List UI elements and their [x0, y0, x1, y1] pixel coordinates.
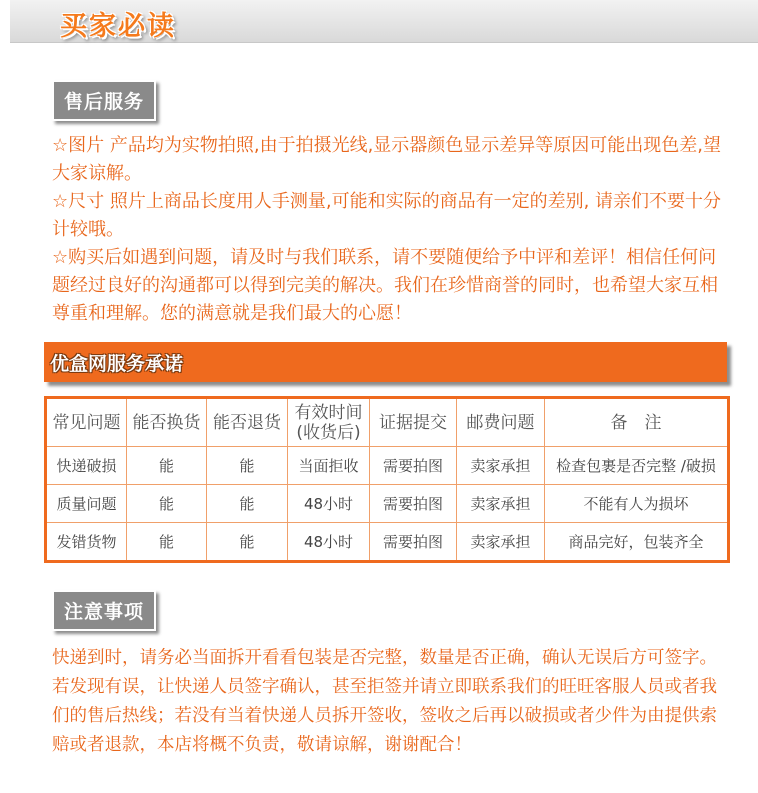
table-cell: 需要拍图	[370, 447, 457, 485]
col-header-issue: 常见问题	[46, 398, 127, 447]
after-sales-item-contact: ☆购买后如遇到问题，请及时与我们联系，请不要随便给予中评和差评！相信任何问题经过良好的沟通都可以得到完美的解决。我们在珍惜商誉的同时，也希望大家互相尊重和理解。您的满意就是我们最大的心愿！	[52, 247, 718, 324]
table-cell: 检查包裹是否完整 /破损	[545, 447, 729, 485]
after-sales-item-photo: ☆图片 产品均为实物拍照,由于拍摄光线,显示器颜色显示差异等原因可能出现色差,望大家谅解。	[52, 135, 722, 184]
after-sales-item-size: ☆尺寸 照片上商品长度用人手测量,可能和实际的商品有一定的差别, 请亲们不要十分计较哦。	[52, 191, 722, 240]
table-cell: 不能有人为损坏	[545, 485, 729, 523]
after-sales-tag: 售后服务	[52, 80, 156, 121]
table-cell: 质量问题	[46, 485, 127, 523]
after-sales-list	[52, 132, 732, 328]
table-cell: 需要拍图	[370, 485, 457, 523]
table-cell: 当面拒收	[288, 447, 370, 485]
table-cell: 需要拍图	[370, 523, 457, 562]
table-cell: 48小时	[288, 485, 370, 523]
table-cell: 能	[207, 485, 288, 523]
col-header-postage: 邮费问题	[457, 398, 545, 447]
table-cell: 发错货物	[46, 523, 127, 562]
table-cell: 能	[207, 523, 288, 562]
col-header-evidence: 证据提交	[370, 398, 457, 447]
table-cell: 卖家承担	[457, 523, 545, 562]
table-cell: 卖家承担	[457, 485, 545, 523]
col-header-valid-time: 有效时间 (收货后)	[288, 398, 370, 447]
table-cell: 能	[207, 447, 288, 485]
table-cell: 卖家承担	[457, 447, 545, 485]
table-cell: 48小时	[288, 523, 370, 562]
table-header-row	[46, 398, 729, 447]
table-cell: 能	[127, 447, 207, 485]
table-cell: 商品完好，包装齐全	[545, 523, 729, 562]
table-row	[46, 523, 729, 562]
col-header-return: 能否退货	[207, 398, 288, 447]
notice-tag: 注意事项	[52, 590, 156, 631]
table-row	[46, 485, 729, 523]
notice-text: 快递到时，请务必当面拆开看看包装是否完整，数量是否正确，确认无误后方可签字。若发现有误，让快递人员签字确认，甚至拒签并请立即联系我们的旺旺客服人员或者我们的售后热线；若没有当着快递人员拆开签收，签收之后再以破损或者少件为由提供索赔或者退款，本店将概不负责，敬请谅解，谢谢配合！	[52, 648, 717, 755]
service-banner	[44, 342, 727, 382]
header-bar	[10, 0, 758, 43]
table-cell: 能	[127, 523, 207, 562]
col-header-remarks: 备 注	[545, 398, 729, 447]
table-row	[46, 447, 729, 485]
service-banner-title: 优盒网服务承诺	[50, 353, 184, 375]
service-table	[44, 396, 730, 563]
col-header-exchange: 能否换货	[127, 398, 207, 447]
table-cell: 能	[127, 485, 207, 523]
table-cell: 快递破损	[46, 447, 127, 485]
page-title: 买家必读	[60, 11, 176, 42]
